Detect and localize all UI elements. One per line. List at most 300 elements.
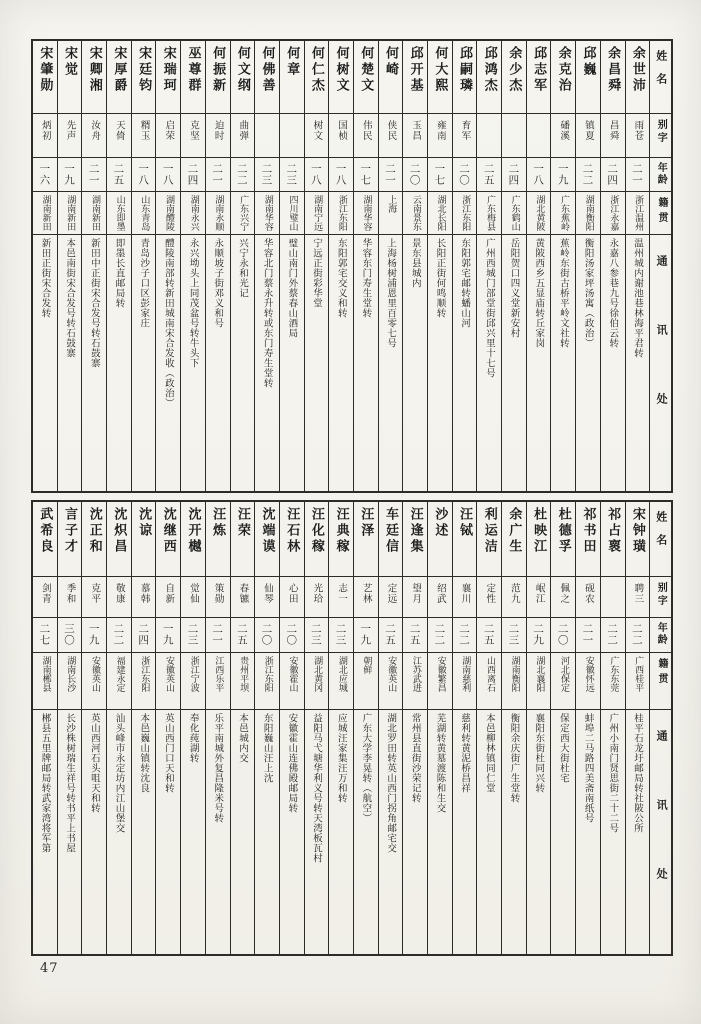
entry-native-place: 湖南衡阳 [502, 652, 526, 709]
entry-age: 二三 [329, 617, 353, 652]
entry-column [155, 41, 180, 491]
entry-courtesy-name: 心田 [280, 576, 304, 617]
row-header-courtesy-name: 别字 [650, 113, 671, 157]
directory-table-lower [31, 500, 673, 956]
entry-native-place: 广东梅县 [477, 191, 501, 234]
entry-name: 宋卿湘 [86, 46, 102, 94]
entry-native-place: 湖南新田 [58, 191, 82, 234]
entry-name: 宋厚爵 [111, 46, 127, 94]
entry-address: 岳阳贺口四义堂新安村 [502, 234, 526, 491]
page-number: 47 [40, 961, 59, 976]
entry-native-place: 安徽繁昌 [428, 652, 452, 709]
entry-column [476, 41, 501, 491]
entry-native-place: 安徽霍山 [280, 652, 304, 709]
entry-address: 兴宁永和光记 [231, 234, 255, 491]
entry-age: 二〇 [551, 617, 575, 652]
row-header-courtesy-name: 别字 [650, 576, 671, 617]
entry-courtesy-name: 襄川 [453, 576, 477, 617]
entry-address: 璧山南门外蔡春山酒局 [280, 234, 304, 491]
entry-column [180, 41, 205, 491]
entry-address: 常州县直街沙荣记转 [403, 709, 427, 954]
entry-column [33, 41, 57, 491]
entry-name: 何仁杰 [308, 46, 324, 94]
entry-age: 二一 [206, 157, 230, 191]
entry-name: 沈谅 [136, 507, 152, 539]
entry-age: 二二 [428, 617, 452, 652]
entry-address: 华容东门寿生堂转 [354, 234, 378, 491]
row-header-age: 年龄 [650, 157, 671, 191]
entry-native-place: 安徽怀远 [576, 652, 600, 709]
entry-age: 一八 [132, 157, 156, 191]
entry-address: 本邑巍山镇转沈良 [132, 709, 156, 954]
entry-name: 宋觉 [62, 46, 78, 78]
entry-column [550, 41, 575, 491]
entry-address: 衡阳汤家坪汤寓（政治） [576, 234, 600, 491]
entry-address: 本邑南街宋合发号转石鼓寨 [58, 234, 82, 491]
entry-courtesy-name: 曲弹 [231, 113, 255, 157]
entry-name: 何崎 [382, 46, 398, 78]
entry-age: 一八 [305, 157, 329, 191]
entry-courtesy-name: 季和 [58, 576, 82, 617]
entry-courtesy-name: 望月 [403, 576, 427, 617]
entry-name: 沈正和 [86, 507, 102, 555]
entry-courtesy-name: 克平 [82, 576, 106, 617]
row-header-name: 姓名 [654, 50, 668, 96]
entry-column [378, 41, 403, 491]
entry-age: 二二 [453, 617, 477, 652]
entry-age: 二九 [527, 617, 551, 652]
entry-courtesy-name: 范九 [502, 576, 526, 617]
entry-age: 二四 [132, 617, 156, 652]
entry-age: 二一 [576, 617, 600, 652]
entry-age: 二四 [502, 157, 526, 191]
row-header-native-place: 籍贯 [650, 652, 671, 709]
entry-age: 一七 [354, 157, 378, 191]
entry-name: 邱嗣璘 [457, 46, 473, 94]
entry-native-place: 湖北应城 [329, 652, 353, 709]
entry-column [131, 41, 156, 491]
entry-native-place: 湖南慈利 [453, 652, 477, 709]
entry-address: 桂平石龙圩邮局转社陂公所 [626, 709, 650, 954]
entry-courtesy-name: 雨苍 [626, 113, 650, 157]
entry-age: 一九 [82, 617, 106, 652]
entry-name: 宋钟璜 [629, 507, 645, 555]
entry-name: 汪泽 [358, 507, 374, 539]
entry-age: 二五 [403, 617, 427, 652]
entry-name: 汪荣 [234, 507, 250, 539]
entry-native-place: 浙江东阳 [329, 191, 353, 234]
entry-address: 广东大学李晃转（航空） [354, 709, 378, 954]
entry-courtesy-name: 春镳 [231, 576, 255, 617]
row-header-name: 姓名 [654, 511, 668, 557]
entry-courtesy-name: 天倚 [107, 113, 131, 157]
entry-age: 一七 [428, 157, 452, 191]
entry-age: 二三 [502, 617, 526, 652]
entry-age: 二二 [576, 157, 600, 191]
entry-native-place: 安徽英山 [82, 652, 106, 709]
entry-column [600, 41, 625, 491]
entry-courtesy-name: 侠民 [379, 113, 403, 157]
entry-address: 即墨长直邮局转 [107, 234, 131, 491]
entry-native-place: 江苏武进 [403, 652, 427, 709]
entry-column [328, 41, 353, 491]
entry-native-place: 湖南华容 [354, 191, 378, 234]
entry-courtesy-name: 志一 [329, 576, 353, 617]
entry-courtesy-name [255, 113, 279, 157]
entry-column [279, 502, 304, 954]
entry-column [476, 502, 501, 954]
entry-address: 益阳马弋塘华利义号转天湾板瓦村 [305, 709, 329, 954]
entry-address: 东阳巍山汪上沈 [255, 709, 279, 954]
entry-courtesy-name: 树文 [305, 113, 329, 157]
entry-age: 二二 [601, 617, 625, 652]
entry-name: 何文纲 [234, 46, 250, 94]
entry-age: 二四 [181, 157, 205, 191]
entry-native-place: 上海 [379, 191, 403, 234]
entry-address: 安徽霍山连佛殿邮局转 [280, 709, 304, 954]
entry-age: 二〇 [280, 617, 304, 652]
entry-address: 汕头峰市永定坊内江山堡交 [107, 709, 131, 954]
entry-column [155, 502, 180, 954]
entry-column [180, 502, 205, 954]
entry-address: 新田中正街宋合发号转石鼓寨 [82, 234, 106, 491]
entry-native-place: 湖南新田 [33, 191, 57, 234]
entry-courtesy-name: 糈玉 [132, 113, 156, 157]
entry-age: 二三 [280, 157, 304, 191]
entry-name: 巫尊群 [185, 46, 201, 94]
entry-name: 余少杰 [506, 46, 522, 94]
entry-address: 新田正街宋合发转 [33, 234, 57, 491]
entry-courtesy-name: 昌舜 [601, 113, 625, 157]
entry-age: 二五 [107, 157, 131, 191]
entry-name: 汪逢集 [407, 507, 423, 555]
entry-age: 二三 [255, 157, 279, 191]
entry-column [205, 502, 230, 954]
entry-name: 祁占褱 [605, 507, 621, 555]
entry-name: 邱巍 [580, 46, 596, 78]
row-header-native-place: 籍贯 [650, 191, 671, 234]
entry-courtesy-name: 雍南 [428, 113, 452, 157]
entry-column [57, 502, 82, 954]
entry-address: 蕉岭东街古桥平岭文社转 [551, 234, 575, 491]
entry-native-place: 朝鲜 [354, 652, 378, 709]
entry-age: 二一 [82, 157, 106, 191]
entry-courtesy-name: 启荣 [156, 113, 180, 157]
entry-column [501, 502, 526, 954]
entry-native-place: 湖南郴县 [33, 652, 57, 709]
entry-native-place: 湖北黄冈 [305, 652, 329, 709]
entry-column [254, 41, 279, 491]
entry-name: 何大熙 [432, 46, 448, 94]
entry-courtesy-name: 伟民 [354, 113, 378, 157]
entry-address: 保定西大街杜宅 [551, 709, 575, 954]
entry-column [600, 502, 625, 954]
entry-column [378, 502, 403, 954]
entry-age: 二〇 [255, 617, 279, 652]
entry-column [230, 502, 255, 954]
entry-age: 二五 [379, 617, 403, 652]
row-header-column [649, 502, 671, 954]
entry-name: 沈端谟 [259, 507, 275, 555]
entry-address: 景东县城内 [403, 234, 427, 491]
entry-name: 余昌舜 [605, 46, 621, 94]
entry-age: 一九 [58, 157, 82, 191]
entry-address: 永嘉八参巷九号徐伯云转 [601, 234, 625, 491]
entry-age: 一九 [551, 157, 575, 191]
entry-address: 上海杨树浦恩里百零七号 [379, 234, 403, 491]
entry-native-place: 广东东莞 [601, 652, 625, 709]
entry-courtesy-name: 绍武 [428, 576, 452, 617]
entry-native-place: 广东蕉岭 [551, 191, 575, 234]
entry-name: 何树文 [333, 46, 349, 94]
entry-column [550, 502, 575, 954]
entry-address: 东阳郭宅交义和转 [329, 234, 353, 491]
entry-name: 杜映江 [531, 507, 547, 555]
entry-name: 祁书田 [580, 507, 596, 555]
entry-age: 二二 [626, 617, 650, 652]
entry-courtesy-name: 佩之 [551, 576, 575, 617]
entry-name: 沈开樾 [185, 507, 201, 555]
entry-address: 东阳郭宅邮转蟠山河 [453, 234, 477, 491]
entry-column [33, 502, 57, 954]
entry-age: 一八 [329, 157, 353, 191]
entry-address: 衡阳余庆街广生堂转 [502, 709, 526, 954]
entry-name: 宋肇勋 [37, 46, 53, 94]
entry-courtesy-name: 光珨 [305, 576, 329, 617]
entry-column [526, 41, 551, 491]
entry-column [402, 502, 427, 954]
entry-name: 余广生 [506, 507, 522, 555]
entry-courtesy-name: 国桢 [329, 113, 353, 157]
entry-address: 本邑柳林镇同仁堂 [477, 709, 501, 954]
entry-name: 利运洁 [481, 507, 497, 555]
entry-age: 三〇 [58, 617, 82, 652]
entry-courtesy-name: 磻溪 [551, 113, 575, 157]
entry-name: 车廷信 [382, 507, 398, 555]
entry-native-place: 浙江温州 [626, 191, 650, 234]
entry-courtesy-name [502, 113, 526, 157]
entry-native-place: 贵州平坝 [231, 652, 255, 709]
entry-column [254, 502, 279, 954]
entry-column [625, 41, 650, 491]
entry-column [131, 502, 156, 954]
entry-address: 长阳正街何鸣顺转 [428, 234, 452, 491]
entry-age: 二二 [231, 157, 255, 191]
entry-address: 华容北门蔡永升转或东门寿生堂转 [255, 234, 279, 491]
entry-column [427, 41, 452, 491]
entry-age: 二五 [231, 617, 255, 652]
entry-native-place: 湖南永顺 [206, 191, 230, 234]
entry-age: 二一 [626, 157, 650, 191]
entry-address: 永兴坳头上同茂盆号转牛头下 [181, 234, 205, 491]
entry-column [575, 41, 600, 491]
entry-courtesy-name: 仙琴 [255, 576, 279, 617]
entry-column [81, 502, 106, 954]
entry-native-place: 山西离石 [477, 652, 501, 709]
entry-courtesy-name [601, 576, 625, 617]
entry-native-place: 江西乐平 [206, 652, 230, 709]
entry-name: 何佛善 [259, 46, 275, 94]
entry-column [402, 41, 427, 491]
entry-column [230, 41, 255, 491]
entry-name: 余克治 [555, 46, 571, 94]
entry-courtesy-name: 克坚 [181, 113, 205, 157]
entry-address: 黄陂西乡五显庙转丘家岗 [527, 234, 551, 491]
entry-age: 二三 [305, 617, 329, 652]
entry-address: 宁远正街彩华堂 [305, 234, 329, 491]
entry-age: 二五 [477, 617, 501, 652]
entry-name: 言子才 [62, 507, 78, 555]
entry-address: 蚌埠二马路四美斋南纸号 [576, 709, 600, 954]
entry-age: 一九 [354, 617, 378, 652]
entry-courtesy-name [527, 113, 551, 157]
entry-column [353, 502, 378, 954]
entry-native-place: 湖北襄阳 [527, 652, 551, 709]
entry-address: 应城汪家集汪万和转 [329, 709, 353, 954]
entry-native-place: 四川璧山 [280, 191, 304, 234]
entry-address: 郴县五里牌邮局转武家湾将军第 [33, 709, 57, 954]
entry-address: 青岛沙子口区彭家庄 [132, 234, 156, 491]
entry-courtesy-name: 慕韩 [132, 576, 156, 617]
entry-age: 二五 [477, 157, 501, 191]
entry-courtesy-name: 觉仙 [181, 576, 205, 617]
entry-native-place: 浙江东阳 [453, 191, 477, 234]
entry-age: 一六 [33, 157, 57, 191]
entry-address: 湖北罗田转英山西门拐角邮宅交 [379, 709, 403, 954]
entry-column [526, 502, 551, 954]
entry-name: 汪铽 [457, 507, 473, 539]
entry-name: 沙述 [432, 507, 448, 539]
entry-address: 乐平南城外复昌隆米号转 [206, 709, 230, 954]
entry-native-place: 湖南长沙 [58, 652, 82, 709]
entry-address: 英山西河石头咀天和转 [82, 709, 106, 954]
entry-age: 一八 [527, 157, 551, 191]
entry-column [279, 41, 304, 491]
entry-native-place: 安徽英山 [379, 652, 403, 709]
entry-column [353, 41, 378, 491]
entry-native-place: 湖南宁远 [305, 191, 329, 234]
entry-courtesy-name: 育军 [453, 113, 477, 157]
entry-address: 醴陵南部转新田城南宋合发收（政治） [156, 234, 180, 491]
entry-address: 广州小南门贤思街二十二号 [601, 709, 625, 954]
entry-courtesy-name: 敬康 [107, 576, 131, 617]
entry-column [81, 41, 106, 491]
entry-column [501, 41, 526, 491]
entry-name: 余世沛 [629, 46, 645, 94]
entry-native-place: 浙江东阳 [132, 652, 156, 709]
entry-column [304, 41, 329, 491]
entry-name: 宋瑞珂 [160, 46, 176, 94]
entry-courtesy-name [477, 113, 501, 157]
entry-age: 二三 [181, 617, 205, 652]
entry-courtesy-name: 迫时 [206, 113, 230, 157]
entry-column [452, 502, 477, 954]
entry-age: 二〇 [403, 157, 427, 191]
entry-courtesy-name: 炳初 [33, 113, 57, 157]
entry-courtesy-name: 玉昌 [403, 113, 427, 157]
entry-age: 二〇 [453, 157, 477, 191]
entry-column [205, 41, 230, 491]
entry-age: 一九 [156, 617, 180, 652]
entry-address: 广州西城门部堂街邱兴里十七号 [477, 234, 501, 491]
entry-age: 二二 [107, 617, 131, 652]
entry-native-place: 山东即墨 [107, 191, 131, 234]
entry-address: 英山西门口天和转 [156, 709, 180, 954]
entry-address: 襄阳东街杜同兴转 [527, 709, 551, 954]
entry-native-place: 河北保定 [551, 652, 575, 709]
entry-name: 汪典稼 [333, 507, 349, 555]
entry-courtesy-name: 定性 [477, 576, 501, 617]
entry-age: 二四 [601, 157, 625, 191]
entry-column [106, 41, 131, 491]
entry-native-place: 广东兴宁 [231, 191, 255, 234]
entry-address: 永顺坡子街邓义和号 [206, 234, 230, 491]
entry-age: 二一 [379, 157, 403, 191]
entry-column [625, 502, 650, 954]
entry-courtesy-name: 定远 [379, 576, 403, 617]
row-header-address: 通讯处 [650, 234, 671, 491]
entry-native-place: 湖南华容 [255, 191, 279, 234]
entry-native-place: 山东青岛 [132, 191, 156, 234]
entry-courtesy-name: 剑青 [33, 576, 57, 617]
entry-age: 二七 [33, 617, 57, 652]
entry-column [575, 502, 600, 954]
entry-name: 沈炽昌 [111, 507, 127, 555]
entry-name: 何振新 [210, 46, 226, 94]
row-header-column [649, 41, 671, 491]
entry-name: 邱志军 [531, 46, 547, 94]
entry-name: 武希良 [37, 507, 53, 555]
entry-native-place: 湖南永兴 [181, 191, 205, 234]
entry-native-place: 广东鹤山 [502, 191, 526, 234]
entry-native-place: 湖北长阳 [428, 191, 452, 234]
entry-courtesy-name: 砚农 [576, 576, 600, 617]
directory-table-upper [31, 39, 673, 493]
entry-native-place: 福建永定 [107, 652, 131, 709]
entry-courtesy-name: 策勋 [206, 576, 230, 617]
entry-native-place: 浙江东阳 [255, 652, 279, 709]
entry-native-place: 浙江永嘉 [601, 191, 625, 234]
entry-age: 一八 [156, 157, 180, 191]
entry-courtesy-name: 汝舟 [82, 113, 106, 157]
entry-name: 何楚文 [358, 46, 374, 94]
entry-name: 汪化稼 [308, 507, 324, 555]
entry-native-place: 安徽英山 [156, 652, 180, 709]
row-header-age: 年龄 [650, 617, 671, 652]
entry-courtesy-name: 自新 [156, 576, 180, 617]
entry-courtesy-name: 镇夏 [576, 113, 600, 157]
entry-column [106, 502, 131, 954]
entry-courtesy-name [280, 113, 304, 157]
entry-column [427, 502, 452, 954]
entry-column [328, 502, 353, 954]
entry-courtesy-name: 先声 [58, 113, 82, 157]
entry-name: 汪炼 [210, 507, 226, 539]
entry-address: 温州城内谢池巷林海平君转 [626, 234, 650, 491]
entry-native-place: 湖南衡阳 [576, 191, 600, 234]
entry-name: 沈继西 [160, 507, 176, 555]
entry-name: 宋廷钧 [136, 46, 152, 94]
entry-native-place: 广西桂平 [626, 652, 650, 709]
row-header-address: 通讯处 [650, 709, 671, 954]
entry-native-place: 浙江宁波 [181, 652, 205, 709]
entry-column [452, 41, 477, 491]
entry-address: 本邑城内交 [231, 709, 255, 954]
entry-address: 芜湖转黄墓渡陈和生交 [428, 709, 452, 954]
entry-name: 邱鸿杰 [481, 46, 497, 94]
entry-column [304, 502, 329, 954]
entry-age: 二一 [206, 617, 230, 652]
